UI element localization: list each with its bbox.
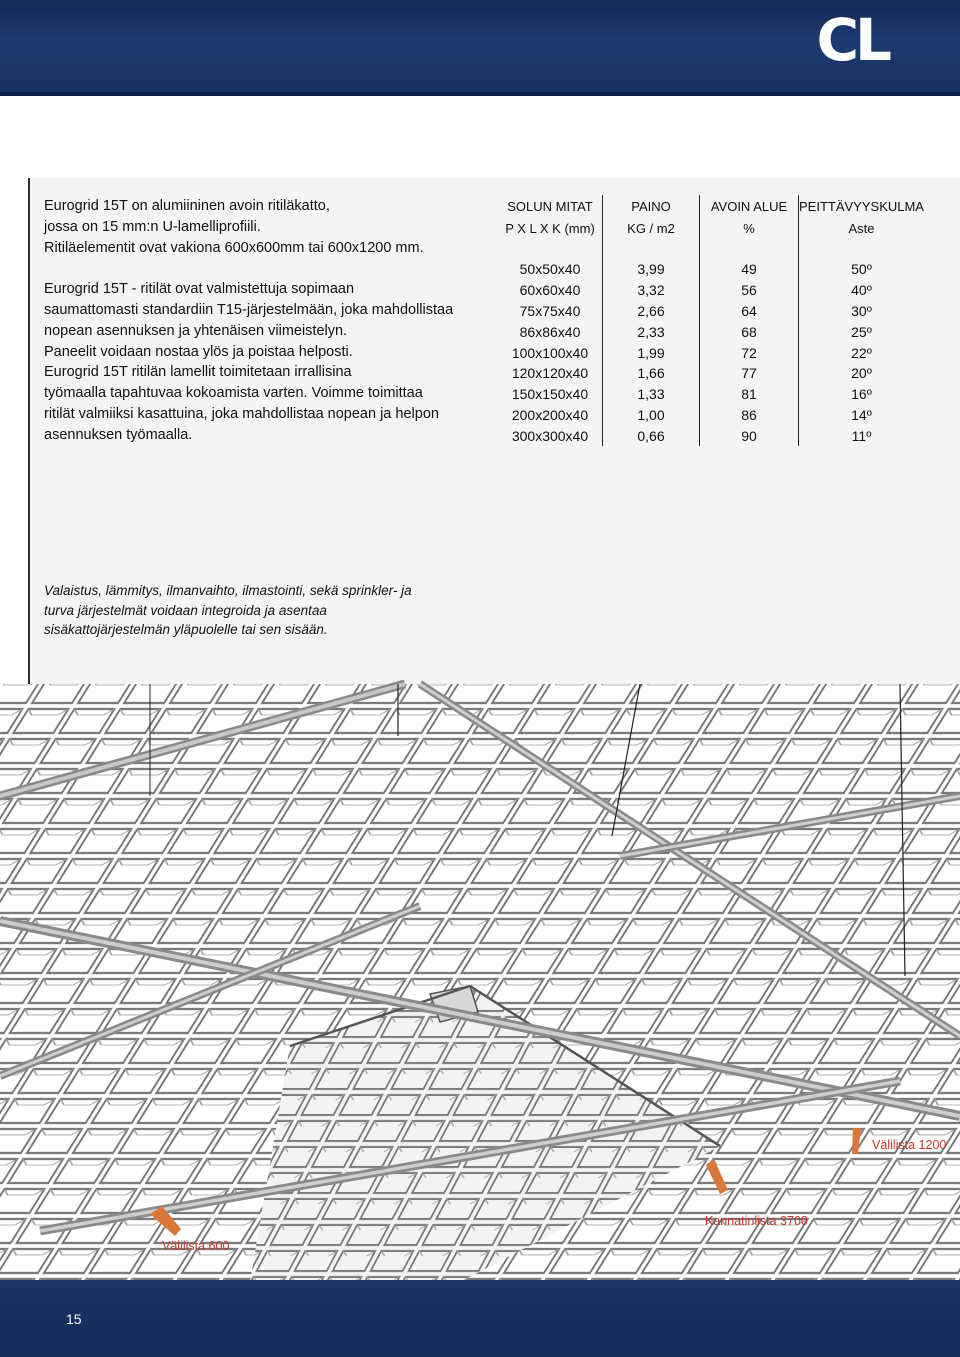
intro-line: työmaalla tapahtuvaa kokoamista varten. Voimme toimittaa [44, 385, 423, 402]
cell-weight: 1,00 [603, 405, 700, 426]
header-cell-angle: PEITTÄVYYSKULMA [799, 195, 924, 217]
spec-row [498, 280, 924, 301]
cell-weight: 2,33 [603, 321, 700, 342]
spec-row [498, 384, 924, 405]
cell-angle: 20º [799, 363, 924, 384]
cell-angle: 25º [799, 321, 924, 342]
cell-open-area: 64 [700, 301, 799, 322]
spec-table [498, 195, 924, 446]
note-line: Valaistus, lämmitys, ilmanvaihto, ilmastointi, sekä sprinkler- ja [44, 583, 412, 598]
unit-cell-size: P X L X K (mm) [505, 220, 595, 236]
spec-row [498, 363, 924, 384]
cell-weight: 1,33 [603, 384, 700, 405]
cell-open-area: 72 [700, 342, 799, 363]
note-line: turva järjestelmät voidaan integroida ja asentaa [44, 602, 327, 618]
cell-size: 150x150x40 [511, 386, 589, 403]
cell-open-area: 86 [700, 405, 799, 426]
header-band [0, 0, 960, 96]
intro-text [44, 196, 464, 446]
cell-open-area: 90 [700, 425, 799, 446]
spec-spacer-row [498, 239, 924, 259]
cell-weight: 2,66 [603, 301, 700, 322]
intro-line: Eurogrid 15T - ritilät ovat valmistettuja sopimaan [44, 281, 355, 298]
note-line: sisäkattojärjestelmän yläpuolelle tai sen sisään. [44, 622, 328, 637]
unit-cell-open-area: % [700, 217, 799, 239]
cell-angle: 30º [799, 301, 924, 322]
cell-size: 300x300x40 [511, 427, 589, 444]
cell-angle: 40º [799, 280, 924, 301]
intro-line: nopean asennuksen ja yhtenäisen viimeistelyn. [44, 322, 348, 339]
header-stripe [0, 92, 960, 96]
unit-cell-weight: KG / m2 [603, 217, 700, 239]
integration-note [44, 581, 464, 640]
label-kannatinlista-3700: Kannatinlista 3700 [705, 1214, 808, 1228]
intro-line: Paneelit voidaan nostaa ylös ja poistaa helposti. [44, 343, 353, 360]
intro-line: saumattomasti standardiin T15-järjestelmään, joka mahdollistaa [44, 301, 454, 318]
cell-open-area: 49 [700, 259, 799, 280]
cell-weight: 1,99 [603, 342, 700, 363]
header-cell-weight: PAINO [603, 195, 700, 217]
cell-angle: 11º [799, 425, 924, 446]
cell-open-area: 68 [700, 321, 799, 342]
cell-size: 60x60x40 [519, 282, 581, 299]
cell-size: 120x120x40 [511, 365, 589, 382]
cell-weight: 0,66 [603, 425, 700, 446]
unit-cell-angle: Aste [799, 217, 924, 239]
intro-line: Eurogrid 15T on alumiininen avoin ritiläkatto, [44, 198, 330, 214]
cell-angle: 22º [799, 342, 924, 363]
spec-row [498, 342, 924, 363]
cell-angle: 16º [799, 384, 924, 405]
cell-size: 50x50x40 [519, 261, 581, 278]
spec-row [498, 425, 924, 446]
spec-header-row [498, 195, 924, 217]
intro-line: jossa on 15 mm:n U-lamelliprofiili. [44, 218, 261, 235]
cell-open-area: 81 [700, 384, 799, 405]
page-number: 15 [66, 1311, 82, 1327]
header-cell-open-area: AVOIN ALUE [700, 195, 799, 217]
cell-size: 100x100x40 [511, 344, 589, 361]
cell-weight: 3,99 [603, 259, 700, 280]
cell-open-area: 56 [700, 280, 799, 301]
footer-band [0, 1280, 960, 1357]
grid-ceiling-illustration [0, 676, 960, 1282]
cell-angle: 50º [799, 259, 924, 280]
intro-line: ritilät valmiiksi kasattuina, joka mahdollistaa nopean ja helpon [44, 405, 439, 422]
cell-size: 75x75x40 [519, 302, 581, 319]
spec-units-row [498, 217, 924, 239]
spec-row [498, 301, 924, 322]
intro-line: Ritiläelementit ovat vakiona 600x600mm tai 600x1200 mm. [44, 239, 424, 256]
header-cell-size: SOLUN MITAT [507, 198, 593, 214]
cell-size: 86x86x40 [519, 323, 581, 340]
spec-row [498, 405, 924, 426]
cell-weight: 3,32 [603, 280, 700, 301]
spec-row [498, 321, 924, 342]
cell-weight: 1,66 [603, 363, 700, 384]
label-valilista-600: Välilista 600 [162, 1239, 230, 1253]
cl-logo: CL [816, 6, 888, 74]
cell-angle: 14º [799, 405, 924, 426]
spec-row [498, 259, 924, 280]
cell-open-area: 77 [700, 363, 799, 384]
intro-line: Eurogrid 15T ritilän lamellit toimitetaan irrallisina [44, 364, 352, 381]
intro-line: asennuksen työmaalla. [44, 426, 193, 443]
cell-size: 200x200x40 [511, 406, 589, 423]
label-valilista-1200: Välilista 1200 [872, 1138, 947, 1152]
intro-spacer [44, 258, 464, 279]
